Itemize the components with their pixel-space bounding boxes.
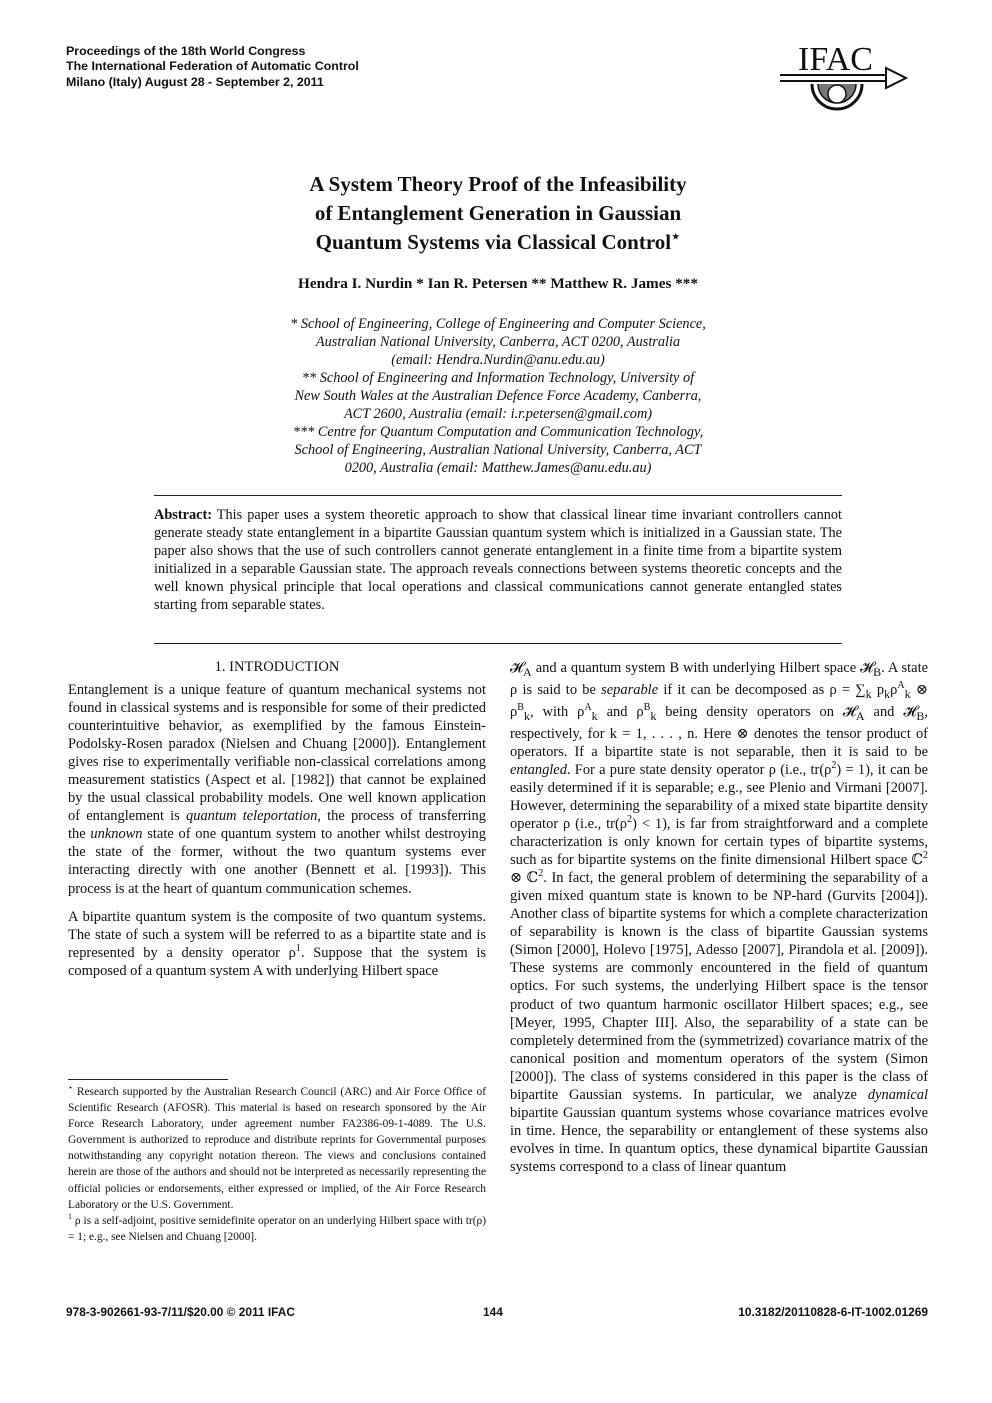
affiliation-line: *** Centre for Quantum Computation and Communication Technology, [292,424,704,440]
affiliation-line: ACT 2600, Australia (email: i.r.petersen@gmail.com) [343,406,653,422]
ifac-logo [778,38,910,128]
intro-paragraph-2: A bipartite quantum system is the composite of two quantum systems. The state of such a system will be referred to as a bipartite state and is represented by a density operator $\rho^1$. Suppose that the system is composed of a quantum system A with underlying Hilbert space [68,908,487,979]
intro-paragraph-3: 𝓗$_A$ and a quantum system B with underlying Hilbert space 𝓗$_B$. A state ρ is said to be separable if it can be decomposed as $\rho = \sum_k$ $p_k\rho^A_k$ ⊗ $\rho^B_k$, with $\rho^A_k$ and $\rho^B_k$ being density operators on 𝓗$_A$ and 𝓗$_B$, respectively, for k = 1, . . . , n. Here ⊗ denotes the tensor product of operators. If a bipartite state is not separable, then it is said to be entangled. For a pure state density operator ρ (i.e., $tr(\rho^2) = 1$), it can be easily determined if it is separable; e.g., see Plenio and Virmani [2007]. However, determining the separability of a mixed state bipartite density operator ρ (i.e., $tr(\rho^2) < 1$), is far from straightforward and a complete characterization is only known for certain types of bipartite systems, such as for bipartite systems on the finite dimensional Hilbert space ℂ$^2$ ⊗ ℂ$^2$. In fact, the general problem of determining the separability of a given mixed quantum state is known to be NP-hard (Gurvits [2004]). Another class of bipartite systems for which a complete characterization of separability is known is the class of bipartite Gaussian systems (Simon [2000], Holevo [1975], Adesso [2007], Pirandola et al. [2009]). These systems are commonly encountered in the field of quantum optics. For such systems, the underlying Hilbert space is the tensor product of two quantum harmonic oscillator Hilbert spaces; e.g., see [Meyer, 1995, Chapter III]. Also, the separability of a state can be completely determined from the (symmetrized) covariance matrix of the canonical position and momentum operators of the system (Simon [2000]). The class of systems considered in this paper is the class of bipartite Gaussian systems. In particular, we analyze dynamical bipartite Gaussian quantum systems whose covariance matrices evolve in time. Hence, the separability or entanglement of these systems also evolves in time. In quantum optics, these dynamical bipartite Gaussian systems correspond to a class of linear quantum [510,660,929,1175]
footer-doi: 10.3182/20110828-6-IT-1002.01269 [738,1305,928,1319]
affiliation-line: ** School of Engineering and Information Technology, University of [301,370,695,386]
footnote-funding: ⋆ Research supported by the Australian Research Council (ARC) and Air Force Office of Scientific Research (AFOSR). This material is based on research sponsored by the Air Force Research Laboratory, under agreement number FA2386-09-1-4089. The U.S. Government is authorized to reproduce and distribute reprints for Governmental purposes notwithstanding any copyright notation thereon. The views and conclusions contained herein are those of the authors and should not be interpreted as necessarily representing the official policies or endorsements, either expressed or implied, of the Air Force Research Laboratory or the U.S. Government. [68,1083,486,1211]
affiliations [206,315,790,477]
affiliation-line: (email: Hendra.Nurdin@anu.edu.au) [391,352,605,368]
abstract [154,506,842,615]
right-column [510,659,928,1176]
left-column [68,681,486,980]
title-footnote-mark: ⋆ [671,229,681,245]
section-heading: 1. INTRODUCTION [214,659,340,675]
affiliation-line: New South Wales at the Australian Defence Force Academy, Canberra, [294,388,702,404]
logo-lettering: IFAC [798,41,873,78]
title-line-2: of Entanglement Generation in Gaussian [314,201,682,225]
intro-paragraph-1: Entanglement is a unique feature of quantum mechanical systems not found in classical systems and is responsible for some of their predicted counterintuitive behavior, as exemplified by the famous Einstein-Podolsky-Rosen paradox (Nielsen and Chuang [2000]). Entanglement gives rise to experimentally verifiable non-classical correlations among measurement statistics (Aspect et al. [1982]) that cannot be explained by the usual classical probability models. One well known application of entanglement is quantum teleportation, the process of transferring the unknown state of one quantum system to another whilst destroying the state of the former, without the two quantum systems ever interacting directly with one another (Bennett et al. [1993]). This process is at the heart of quantum communication schemes. [68,682,486,897]
ifac-logo-icon [778,38,910,128]
abstract-label: Abstract: [154,507,212,523]
abstract-bottom-rule [154,643,842,644]
abstract-text: This paper uses a system theoretic approach to show that classical linear time invariant controllers cannot generate steady state entanglement in a bipartite Gaussian quantum system which is initialized in a Gaussian state. The paper also shows that the use of such controllers cannot generate entanglement in a finite time from a bipartite system initialized in a separable Gaussian state. The approach reveals connections between systems theoretic concepts and the well known physical principle that local operations and classical communications cannot generate entangled states starting from separable states. [154,507,842,614]
paper-title [180,170,816,257]
affiliation-line: * School of Engineering, College of Engineering and Computer Science, [290,316,706,332]
title-line-3: Quantum Systems via Classical Control⋆ [315,229,681,254]
header-line-1: Proceedings of the 18th World Congress [66,44,306,58]
affiliation-line: Australian National University, Canberra, ACT 0200, Australia [315,334,681,350]
header-line-3: Milano (Italy) August 28 - September 2, 2011 [66,74,324,89]
abstract-top-rule [154,495,842,496]
title-line-1: A System Theory Proof of the Infeasibility [309,172,687,196]
proceedings-header [66,44,486,90]
footnotes [68,1084,486,1245]
header-line-2: The International Federation of Automatic Control [66,59,359,74]
affiliation-line: 0200, Australia (email: Matthew.James@anu.edu.au) [344,460,652,476]
footnote-rule [68,1079,228,1080]
affiliation-line: School of Engineering, Australian National University, Canberra, ACT [294,442,702,458]
author-list: Hendra I. Nurdin * Ian R. Petersen ** Matthew R. James *** [298,275,698,292]
footnote-density-operator: $^1$ ρ is a self-adjoint, positive semidefinite operator on an underlying Hilbert space with tr(ρ) = 1; e.g., see Nielsen and Chuang [2000]. [68,1211,486,1243]
footer-isbn: 978-3-902661-93-7/11/$20.00 © 2011 IFAC [66,1305,295,1319]
page-number: 144 [483,1305,503,1319]
